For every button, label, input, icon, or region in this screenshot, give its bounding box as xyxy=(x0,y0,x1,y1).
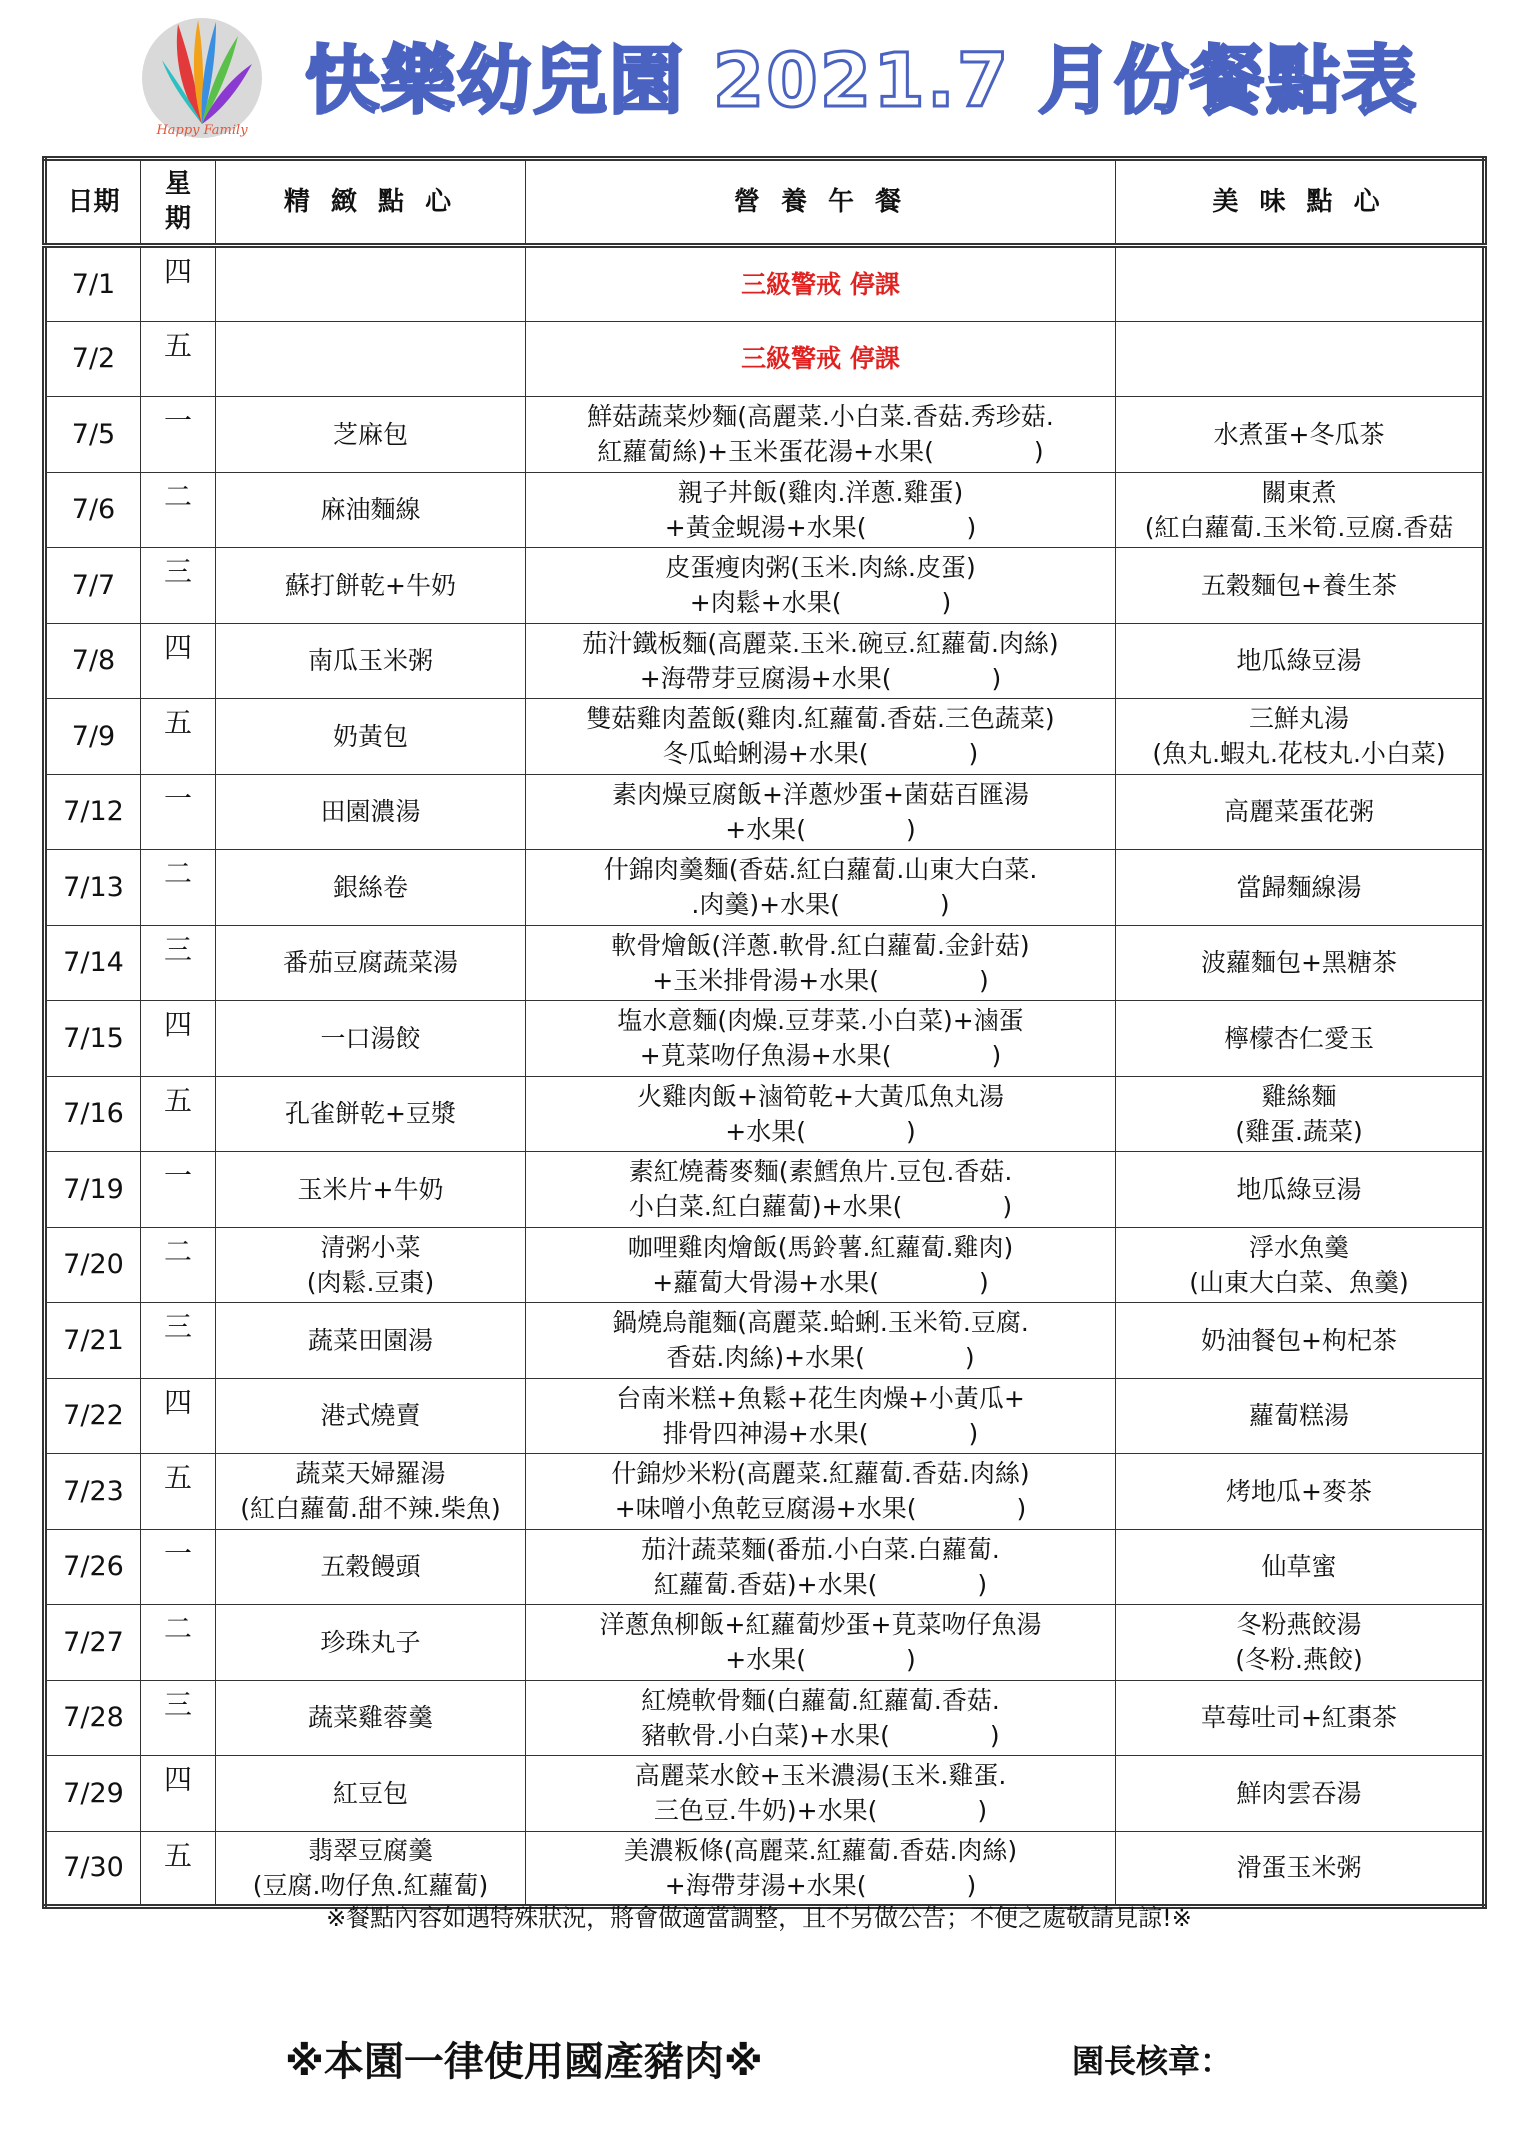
weekday-cell: 四 xyxy=(141,1756,216,1832)
date-cell: 7/2 xyxy=(45,321,141,397)
date-cell: 7/20 xyxy=(45,1227,141,1303)
page-title: 快樂幼兒園 2021.7 月份餐點表 xyxy=(305,38,1419,124)
date-cell: 7/5 xyxy=(45,397,141,473)
weekday-cell: 三 xyxy=(141,925,216,1001)
lunch-cell: 茄汁鐵板麵(高麗菜.玉米.碗豆.紅蘿蔔.肉絲) +海帶芽豆腐湯+水果( ) xyxy=(526,623,1116,699)
table-row xyxy=(45,1303,1485,1379)
date-cell: 7/22 xyxy=(45,1378,141,1454)
morning-snack-cell xyxy=(216,246,526,322)
lunch-cell: 素紅燒蕎麥麵(素鱈魚片.豆包.香菇. 小白菜.紅白蘿蔔)+水果( ) xyxy=(526,1152,1116,1228)
lunch-cell: 高麗菜水餃+玉米濃湯(玉米.雞蛋. 三色豆.牛奶)+水果( ) xyxy=(526,1756,1116,1832)
table-row xyxy=(45,246,1485,322)
afternoon-snack-cell: 雞絲麵 (雞蛋.蔬菜) xyxy=(1116,1076,1485,1152)
table-row xyxy=(45,1454,1485,1530)
weekday-cell: 二 xyxy=(141,850,216,926)
date-cell: 7/28 xyxy=(45,1680,141,1756)
afternoon-snack-cell: 檸檬杏仁愛玉 xyxy=(1116,1001,1485,1077)
afternoon-snack-cell: 當歸麵線湯 xyxy=(1116,850,1485,926)
afternoon-snack-cell: 五穀麵包+養生茶 xyxy=(1116,548,1485,624)
morning-snack-cell: 芝麻包 xyxy=(216,397,526,473)
table-row xyxy=(45,774,1485,850)
weekday-cell: 一 xyxy=(141,1152,216,1228)
table-row xyxy=(45,1831,1485,1907)
morning-snack-cell: 奶黃包 xyxy=(216,699,526,775)
date-cell: 7/13 xyxy=(45,850,141,926)
lunch-cell: 洋蔥魚柳飯+紅蘿蔔炒蛋+莧菜吻仔魚湯 +水果( ) xyxy=(526,1605,1116,1681)
morning-snack-cell: 清粥小菜 (肉鬆.豆棗) xyxy=(216,1227,526,1303)
weekday-cell: 五 xyxy=(141,1454,216,1530)
afternoon-snack-cell xyxy=(1116,321,1485,397)
table-body xyxy=(45,246,1485,1907)
svg-text:Happy Family: Happy Family xyxy=(156,123,248,138)
weekday-cell: 四 xyxy=(141,246,216,322)
date-cell: 7/8 xyxy=(45,623,141,699)
lunch-cell: 什錦炒米粉(高麗菜.紅蘿蔔.香菇.肉絲) +味噌小魚乾豆腐湯+水果( ) xyxy=(526,1454,1116,1530)
lunch-cell: 火雞肉飯+滷筍乾+大黃瓜魚丸湯 +水果( ) xyxy=(526,1076,1116,1152)
date-cell: 7/6 xyxy=(45,472,141,548)
page-header xyxy=(0,0,1518,150)
weekday-cell: 二 xyxy=(141,472,216,548)
afternoon-snack-cell: 三鮮丸湯 (魚丸.蝦丸.花枝丸.小白菜) xyxy=(1116,699,1485,775)
lunch-cell: 紅燒軟骨麵(白蘿蔔.紅蘿蔔.香菇. 豬軟骨.小白菜)+水果( ) xyxy=(526,1680,1116,1756)
lunch-cell: 咖哩雞肉燴飯(馬鈴薯.紅蘿蔔.雞肉) +蘿蔔大骨湯+水果( ) xyxy=(526,1227,1116,1303)
lunch-cell xyxy=(526,321,1116,397)
table-row xyxy=(45,548,1485,624)
pork-notice: ※本園一律使用國產豬肉※ xyxy=(285,2039,763,2085)
weekday-cell: 五 xyxy=(141,321,216,397)
weekday-cell: 四 xyxy=(141,1001,216,1077)
morning-snack-cell: 孔雀餅乾+豆漿 xyxy=(216,1076,526,1152)
afternoon-snack-cell: 高麗菜蛋花粥 xyxy=(1116,774,1485,850)
morning-snack-cell: 銀絲卷 xyxy=(216,850,526,926)
table-row xyxy=(45,397,1485,473)
lunch-cell: 茄汁蔬菜麵(番茄.小白菜.白蘿蔔. 紅蘿蔔.香菇)+水果( ) xyxy=(526,1529,1116,1605)
weekday-cell: 五 xyxy=(141,699,216,775)
date-cell: 7/26 xyxy=(45,1529,141,1605)
morning-snack-cell: 蔬菜雞蓉羹 xyxy=(216,1680,526,1756)
weekday-cell: 四 xyxy=(141,1378,216,1454)
afternoon-snack-cell: 滑蛋玉米粥 xyxy=(1116,1831,1485,1907)
table-row xyxy=(45,623,1485,699)
date-cell: 7/29 xyxy=(45,1756,141,1832)
weekday-cell: 三 xyxy=(141,1303,216,1379)
afternoon-snack-cell: 關東煮 (紅白蘿蔔.玉米筍.豆腐.香菇 xyxy=(1116,472,1485,548)
lunch-cell: 塩水意麵(肉燥.豆芽菜.小白菜)+滷蛋 +莧菜吻仔魚湯+水果( ) xyxy=(526,1001,1116,1077)
header-weekday: 星 期 xyxy=(141,159,216,246)
table-row xyxy=(45,1152,1485,1228)
header-morning-snack: 精 緻 點 心 xyxy=(216,159,526,246)
table-row xyxy=(45,1680,1485,1756)
table-header-row xyxy=(45,159,1485,246)
table-row xyxy=(45,850,1485,926)
lunch-cell: 親子丼飯(雞肉.洋蔥.雞蛋) +黃金蜆湯+水果( ) xyxy=(526,472,1116,548)
lunch-cell: 素肉燥豆腐飯+洋蔥炒蛋+菌菇百匯湯 +水果( ) xyxy=(526,774,1116,850)
weekday-cell: 五 xyxy=(141,1831,216,1907)
date-cell: 7/1 xyxy=(45,246,141,322)
afternoon-snack-cell: 波蘿麵包+黑糖茶 xyxy=(1116,925,1485,1001)
header-lunch: 營 養 午 餐 xyxy=(526,159,1116,246)
date-cell: 7/23 xyxy=(45,1454,141,1530)
table-row xyxy=(45,321,1485,397)
weekday-cell: 一 xyxy=(141,774,216,850)
weekday-cell: 二 xyxy=(141,1605,216,1681)
afternoon-snack-cell: 水煮蛋+冬瓜茶 xyxy=(1116,397,1485,473)
date-cell: 7/15 xyxy=(45,1001,141,1077)
lunch-cell: 鮮菇蔬菜炒麵(高麗菜.小白菜.香菇.秀珍菇. 紅蘿蔔絲)+玉米蛋花湯+水果( ) xyxy=(526,397,1116,473)
afternoon-snack-cell xyxy=(1116,246,1485,322)
header-afternoon-snack: 美 味 點 心 xyxy=(1116,159,1485,246)
table-row xyxy=(45,699,1485,775)
date-cell: 7/21 xyxy=(45,1303,141,1379)
lunch-cell: 軟骨燴飯(洋蔥.軟骨.紅白蘿蔔.金針菇) +玉米排骨湯+水果( ) xyxy=(526,925,1116,1001)
table-row xyxy=(45,472,1485,548)
afternoon-snack-cell: 地瓜綠豆湯 xyxy=(1116,623,1485,699)
header-date: 日期 xyxy=(45,159,141,246)
morning-snack-cell: 一口湯餃 xyxy=(216,1001,526,1077)
class-suspension-notice: 三級警戒 停課 xyxy=(741,344,900,374)
lunch-cell: 雙菇雞肉蓋飯(雞肉.紅蘿蔔.香菇.三色蔬菜) 冬瓜蛤蜊湯+水果( ) xyxy=(526,699,1116,775)
weekday-cell: 三 xyxy=(141,1680,216,1756)
afternoon-snack-cell: 草莓吐司+紅棗茶 xyxy=(1116,1680,1485,1756)
afternoon-snack-cell: 仙草蜜 xyxy=(1116,1529,1485,1605)
lunch-cell: 鍋燒烏龍麵(高麗菜.蛤蜊.玉米筍.豆腐. 香菇.肉絲)+水果( ) xyxy=(526,1303,1116,1379)
lunch-cell: 皮蛋瘦肉粥(玉米.肉絲.皮蛋) +肉鬆+水果( ) xyxy=(526,548,1116,624)
date-cell: 7/16 xyxy=(45,1076,141,1152)
date-cell: 7/19 xyxy=(45,1152,141,1228)
afternoon-snack-cell: 浮水魚羹 (山東大白菜、魚羹) xyxy=(1116,1227,1485,1303)
lunch-cell: 什錦肉羹麵(香菇.紅白蘿蔔.山東大白菜. .肉羹)+水果( ) xyxy=(526,850,1116,926)
morning-snack-cell: 紅豆包 xyxy=(216,1756,526,1832)
afternoon-snack-cell: 烤地瓜+麥茶 xyxy=(1116,1454,1485,1530)
weekday-cell: 一 xyxy=(141,397,216,473)
weekday-cell: 二 xyxy=(141,1227,216,1303)
morning-snack-cell: 蔬菜田園湯 xyxy=(216,1303,526,1379)
table-row xyxy=(45,925,1485,1001)
lunch-cell: 美濃粄條(高麗菜.紅蘿蔔.香菇.肉絲) +海帶芽湯+水果( ) xyxy=(526,1831,1116,1907)
afternoon-snack-cell: 地瓜綠豆湯 xyxy=(1116,1152,1485,1228)
weekday-cell: 五 xyxy=(141,1076,216,1152)
afternoon-snack-cell: 冬粉燕餃湯 (冬粉.燕餃) xyxy=(1116,1605,1485,1681)
weekday-cell: 一 xyxy=(141,1529,216,1605)
adjustment-note: ※餐點內容如遇特殊狀況，將會做適當調整，且不另做公告；不便之處敬請見諒!※ xyxy=(326,1904,1192,1932)
meal-schedule-table xyxy=(42,156,1487,1909)
afternoon-snack-cell: 蘿蔔糕湯 xyxy=(1116,1378,1485,1454)
lunch-cell: 台南米糕+魚鬆+花生肉燥+小黃瓜+ 排骨四神湯+水果( ) xyxy=(526,1378,1116,1454)
morning-snack-cell: 田園濃湯 xyxy=(216,774,526,850)
table-row xyxy=(45,1076,1485,1152)
morning-snack-cell: 五穀饅頭 xyxy=(216,1529,526,1605)
morning-snack-cell: 蔬菜天婦羅湯 (紅白蘿蔔.甜不辣.柴魚) xyxy=(216,1454,526,1530)
table-row xyxy=(45,1756,1485,1832)
lunch-cell xyxy=(526,246,1116,322)
date-cell: 7/30 xyxy=(45,1831,141,1907)
table-row xyxy=(45,1378,1485,1454)
weekday-cell: 四 xyxy=(141,623,216,699)
date-cell: 7/14 xyxy=(45,925,141,1001)
morning-snack-cell xyxy=(216,321,526,397)
afternoon-snack-cell: 鮮肉雲吞湯 xyxy=(1116,1756,1485,1832)
morning-snack-cell: 番茄豆腐蔬菜湯 xyxy=(216,925,526,1001)
morning-snack-cell: 玉米片+牛奶 xyxy=(216,1152,526,1228)
director-signature-label: 園長核章： xyxy=(1072,2042,1233,2080)
table-row xyxy=(45,1227,1485,1303)
morning-snack-cell: 蘇打餅乾+牛奶 xyxy=(216,548,526,624)
afternoon-snack-cell: 奶油餐包+枸杞茶 xyxy=(1116,1303,1485,1379)
date-cell: 7/7 xyxy=(45,548,141,624)
date-cell: 7/12 xyxy=(45,774,141,850)
morning-snack-cell: 珍珠丸子 xyxy=(216,1605,526,1681)
weekday-cell: 三 xyxy=(141,548,216,624)
table-row xyxy=(45,1529,1485,1605)
kindergarten-logo xyxy=(140,14,270,144)
table-row xyxy=(45,1605,1485,1681)
date-cell: 7/27 xyxy=(45,1605,141,1681)
morning-snack-cell: 港式燒賣 xyxy=(216,1378,526,1454)
morning-snack-cell: 麻油麵線 xyxy=(216,472,526,548)
date-cell: 7/9 xyxy=(45,699,141,775)
morning-snack-cell: 南瓜玉米粥 xyxy=(216,623,526,699)
morning-snack-cell: 翡翠豆腐羹 (豆腐.吻仔魚.紅蘿蔔) xyxy=(216,1831,526,1907)
class-suspension-notice: 三級警戒 停課 xyxy=(741,269,900,299)
table-row xyxy=(45,1001,1485,1077)
